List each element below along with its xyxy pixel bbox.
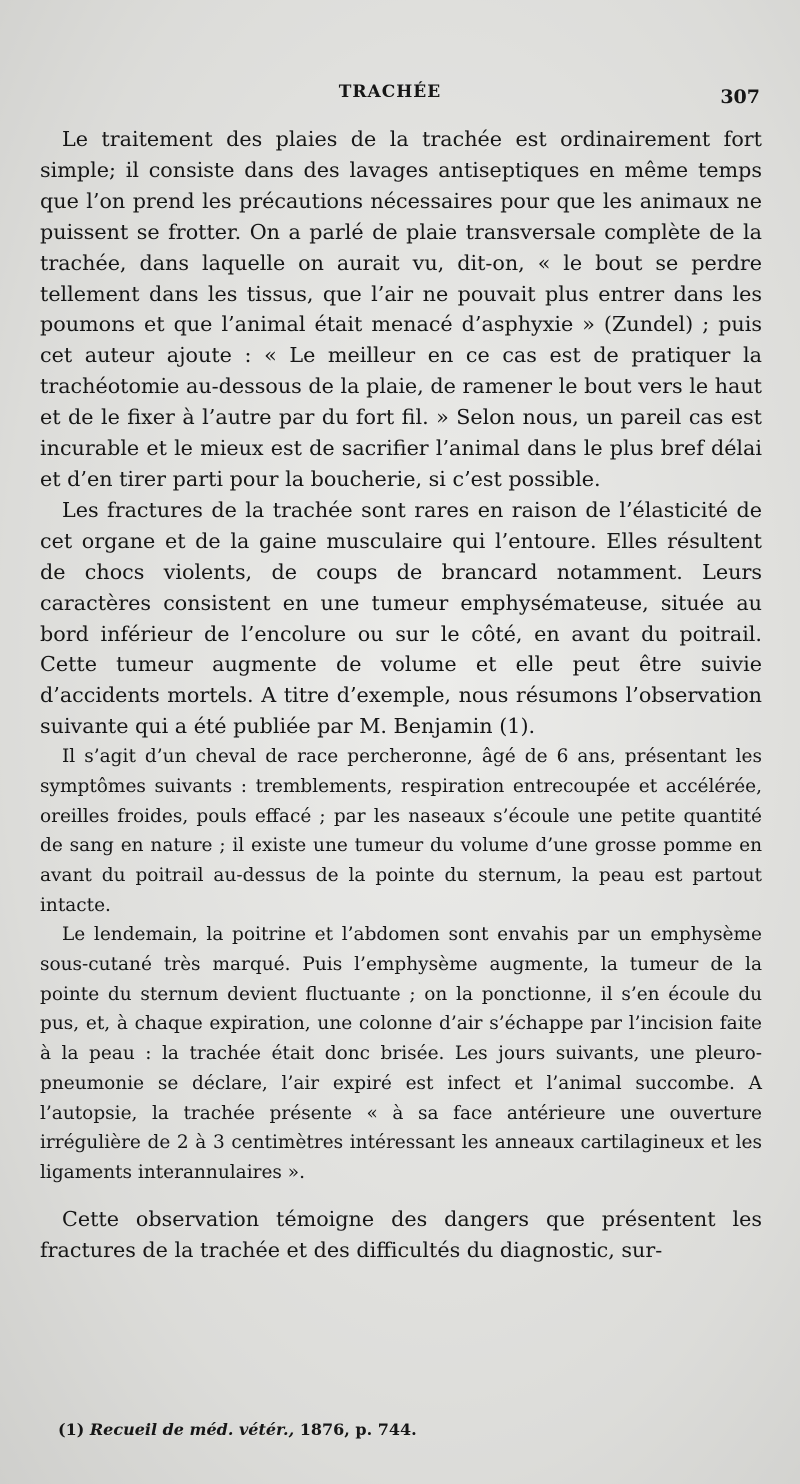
paragraph-conclusion: Cette observation témoigne des dangers que présentent les fractures de la trachée et des difficultés du diagnostic, sur-	[40, 1206, 762, 1262]
paragraph-gap	[40, 1188, 762, 1204]
paragraph-wound-treatment: Le traitement des plaies de la trachée est ordinairement fort simple; il consiste dans des lavages antiseptiques en même temps que l’on prend les précautions nécessaires pour que les animaux ne puissent se frotter. On a parlé de plaie transversale complète de la trachée, dans laquelle on aurait vu, dit-on, « le bout se perdre tellement dans les tissus, que l’air ne pouvait plus entrer dans les poumons et que l’animal était menacé d’asphyxie » (Zundel) ; puis cet auteur ajoute : « Le meilleur en ce cas est de pratiquer la trachéotomie au-dessous de la plaie, de ramener le bout vers le haut et de le fixer à l’autre par du fort fil. » Selon nous, un pareil cas est incurable et le mieux est de sacrifier l’animal dans le plus bref délai et d’en tirer parti pour la boucherie, si c’est possible.	[40, 127, 762, 491]
footnote-marker: (1)	[58, 1420, 85, 1439]
footnote-details: 1876, p. 744.	[299, 1420, 417, 1439]
page-number: 307	[720, 86, 760, 108]
footnote-source: Recueil de méd. vétér.,	[89, 1420, 295, 1439]
running-title: TRACHÉE	[338, 82, 442, 102]
paragraph-case-followup: Le lendemain, la poitrine et l’abdomen sont envahis par un emphysème sous-cutané très marqué. Puis l’emphysème augmente, la tumeur de la pointe du sternum devient fluctuante ; on la ponctionne, il s’en écoule du pus, et, à chaque expiration, une colonne d’air s’échappe par l’incision faite à la peau : la trachée était donc brisée. Les jours suivants, une pleuro-pneumonie se déclare, l’air expiré est infect et l’animal succombe. A l’autopsie, la trachée présente « à sa face antérieure une ouverture irrégulière de 2 à 3 centimètres intéressant les anneaux cartilagineux et les ligaments interannulaires ».	[40, 924, 762, 1183]
body-text	[40, 124, 762, 1265]
footnote	[58, 1420, 417, 1439]
paragraph-case-symptoms: Il s’agit d’un cheval de race percheronne, âgé de 6 ans, présentant les symptômes suivants : tremblements, respiration entrecoupée et accélérée, oreilles froides, pouls effacé ; par les naseaux s’écoule une petite quantité de sang en nature ; il existe une tumeur du volume d’une grosse pomme en avant du poitrail au-dessus de la pointe du sternum, la peau est partout intacte.	[40, 746, 762, 916]
paragraph-fractures: Les fractures de la trachée sont rares en raison de l’élasticité de cet organe et de la gaine musculaire qui l’entoure. Elles résultent de chocs violents, de coups de brancard notamment. Leurs caractères consistent en une tumeur emphysémateuse, située au bord inférieur de l’encolure ou sur le côté, en avant du poitrail. Cette tumeur augmente de volume et elle peut être suivie d’accidents mortels. A titre d’exemple, nous résumons l’observation suivante qui a été publiée par M. Benjamin (1).	[40, 497, 762, 739]
